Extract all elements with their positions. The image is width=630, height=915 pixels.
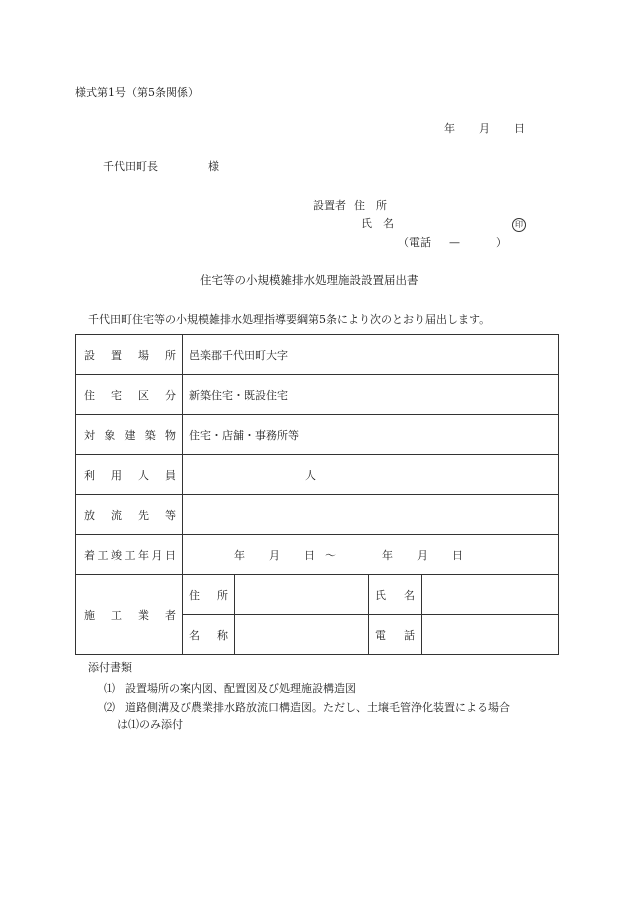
contractor-address-value[interactable]	[235, 575, 369, 615]
date-year: 年	[444, 122, 455, 135]
attachments-heading: 添付書類	[88, 661, 132, 674]
contractor-name-value[interactable]	[422, 575, 559, 615]
form-number: 様式第1号（第5条関係）	[75, 86, 199, 99]
intro-text: 千代田町住宅等の小規模雑排水処理指導要綱第5条により次のとおり届出します。	[88, 313, 491, 326]
location-label: 設置場所	[76, 335, 183, 375]
phone-open: （電話	[398, 236, 431, 249]
applicant-address-label: 住 所	[354, 199, 387, 212]
applicant-name-label: 氏 名	[361, 217, 394, 230]
contractor-phone-value[interactable]	[422, 615, 559, 655]
applicant-role: 設置者	[313, 199, 346, 212]
attachment-num-1: ⑴	[104, 682, 115, 695]
attachment-num-2: ⑵	[104, 701, 115, 714]
date-day: 日	[514, 122, 525, 135]
contractor-name-label: 氏名	[369, 575, 422, 615]
applicant-phone	[398, 236, 507, 250]
contractor-company-label: 名称	[183, 615, 235, 655]
users-value[interactable]	[183, 455, 559, 495]
attachment-item-1	[104, 682, 356, 696]
row-contractor-1	[76, 575, 559, 615]
period-value[interactable]	[183, 535, 559, 575]
location-value[interactable]: 邑楽郡千代田町大字	[183, 335, 559, 375]
date-month: 月	[479, 122, 490, 135]
period-label: 着工竣工年月日	[76, 535, 183, 575]
row-housing-type	[76, 375, 559, 415]
recipient	[103, 160, 219, 174]
discharge-value[interactable]	[183, 495, 559, 535]
attachment-item-2-cont: は⑴のみ添付	[117, 718, 183, 731]
period-day: 日	[304, 548, 315, 562]
recipient-title: 千代田町長	[103, 160, 158, 173]
period-year2: 年	[382, 548, 393, 562]
period-day2: 日	[452, 548, 463, 562]
phone-close: ）	[496, 236, 507, 249]
seal-mark: 印	[512, 218, 526, 232]
recipient-honorific: 様	[208, 160, 219, 173]
period-month2: 月	[417, 548, 428, 562]
form-table	[75, 334, 559, 655]
period-month: 月	[269, 548, 280, 562]
period-tilde: ～	[325, 548, 336, 562]
row-location	[76, 335, 559, 375]
contractor-company-value[interactable]	[235, 615, 369, 655]
contractor-label: 施工業者	[76, 575, 183, 655]
applicant-address-row	[313, 199, 387, 213]
row-period	[76, 535, 559, 575]
attachment-text-1: 設置場所の案内図、配置図及び処理施設構造図	[125, 682, 356, 695]
date-line	[444, 122, 525, 136]
users-unit: 人	[305, 468, 316, 482]
row-building	[76, 415, 559, 455]
attachment-item-2	[104, 701, 510, 715]
row-discharge	[76, 495, 559, 535]
phone-dash: —	[449, 236, 460, 249]
period-year: 年	[234, 548, 245, 562]
building-label: 対象建築物	[76, 415, 183, 455]
users-label: 利用人員	[76, 455, 183, 495]
attachment-text-2: 道路側溝及び農業排水路放流口構造図。ただし、土壌毛管浄化装置による場合	[125, 701, 510, 714]
contractor-phone-label: 電話	[369, 615, 422, 655]
housing-type-value[interactable]: 新築住宅・既設住宅	[183, 375, 559, 415]
discharge-label: 放流先等	[76, 495, 183, 535]
row-users	[76, 455, 559, 495]
document-title: 住宅等の小規模雑排水処理施設設置届出書	[200, 273, 419, 287]
building-value[interactable]: 住宅・店舗・事務所等	[183, 415, 559, 455]
applicant-seal	[512, 217, 526, 232]
contractor-address-label: 住所	[183, 575, 235, 615]
housing-type-label: 住宅区分	[76, 375, 183, 415]
